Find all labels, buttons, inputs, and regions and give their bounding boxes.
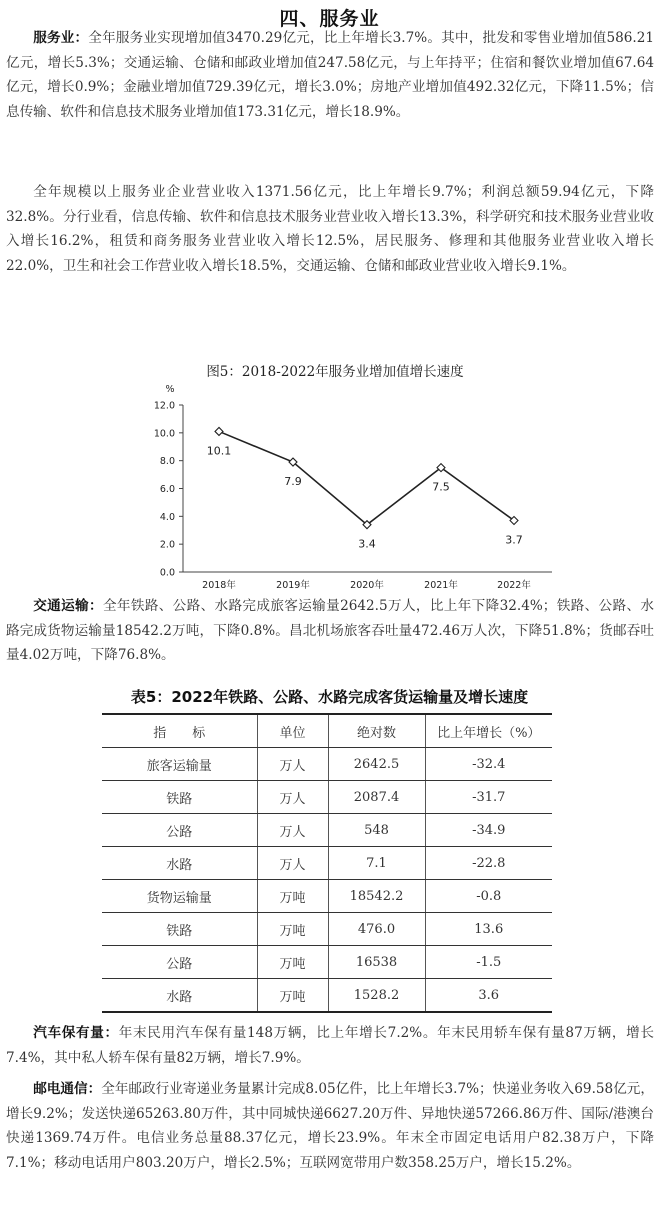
cell-unit: 万吨 <box>257 880 328 913</box>
cell-indicator: 水路 <box>102 847 257 880</box>
cell-absolute: 2642.5 <box>328 748 425 781</box>
cell-unit: 万人 <box>257 814 328 847</box>
y-tick-label: 6.0 <box>159 484 175 495</box>
cell-indicator: 旅客运输量 <box>102 748 257 781</box>
x-tick-label: 2022年 <box>497 580 531 591</box>
cell-indicator: 公路 <box>102 946 257 979</box>
cell-growth: 13.6 <box>425 913 552 946</box>
transport-paragraph <box>6 594 654 668</box>
cell-growth: -32.4 <box>425 748 552 781</box>
transport-volume-table <box>102 713 552 1013</box>
chart-title: 图5：2018-2022年服务业增加值增长速度 <box>206 364 464 380</box>
diamond-marker-icon <box>215 427 223 435</box>
cell-indicator: 铁路 <box>102 781 257 814</box>
x-tick-label: 2018年 <box>202 580 236 591</box>
cell-indicator: 水路 <box>102 979 257 1013</box>
cell-absolute: 476.0 <box>328 913 425 946</box>
cell-absolute: 548 <box>328 814 425 847</box>
table-row <box>102 913 552 946</box>
y-tick-label: 4.0 <box>159 511 175 523</box>
x-tick-label: 2021年 <box>424 580 458 591</box>
vehicles-label: 汽车保有量： <box>33 1025 119 1041</box>
cell-unit: 万人 <box>257 781 328 814</box>
header-indicator: 指 标 <box>102 714 257 748</box>
cell-growth: 3.6 <box>425 979 552 1013</box>
data-label: 7.5 <box>432 480 450 494</box>
cell-absolute: 16538 <box>328 946 425 979</box>
data-label: 7.9 <box>284 475 302 489</box>
cell-growth: -31.7 <box>425 781 552 814</box>
vehicles-paragraph <box>6 1021 654 1070</box>
y-tick-label: 10.0 <box>153 428 175 440</box>
table-row <box>102 814 552 847</box>
header-unit: 单位 <box>257 714 328 748</box>
header-absolute: 绝对数 <box>328 714 425 748</box>
cell-growth: -34.9 <box>425 814 552 847</box>
cell-unit: 万人 <box>257 847 328 880</box>
table-row <box>102 748 552 781</box>
post-telecom-paragraph <box>6 1077 654 1175</box>
chart-plot <box>100 350 570 600</box>
table-row <box>102 946 552 979</box>
cell-absolute: 7.1 <box>328 847 425 880</box>
enterprise-paragraph: 全年规模以上服务业企业营业收入1371.56亿元，比上年增长9.7%；利润总额59.94亿元，下降32.8%。分行业看，信息传输、软件和信息技术服务业营业收入增长13.3%，科学研究和技术服务业营业收入增长16.2%，租赁和商务服务业营业收入增长12.5%，居民服务、修理和其他服务业营业收入增长22.0%，卫生和社会工作营业收入增长18.5%，交通运输、仓储和邮政业营业收入增长9.1%。 <box>6 184 654 274</box>
transport-text: 全年铁路、公路、水路完成旅客运输量2642.5万人，比上年下降32.4%；铁路、公路、水路完成货物运输量18542.2万吨，下降0.8%。昌北机场旅客吞吐量472.46万人次，下降51.8%；货邮吞吐量4.02万吨，下降76.8%。 <box>6 598 655 663</box>
post-telecom-label: 邮电通信： <box>33 1081 102 1097</box>
cell-absolute: 18542.2 <box>328 880 425 913</box>
services-paragraph <box>6 26 654 124</box>
cell-unit: 万吨 <box>257 913 328 946</box>
y-axis-label: % <box>165 384 175 395</box>
transport-label: 交通运输： <box>33 598 103 614</box>
cell-unit: 万吨 <box>257 979 328 1013</box>
y-tick-label: 2.0 <box>159 539 175 551</box>
cell-growth: -1.5 <box>425 946 552 979</box>
cell-growth: -22.8 <box>425 847 552 880</box>
services-label: 服务业： <box>33 30 89 46</box>
cell-indicator: 公路 <box>102 814 257 847</box>
y-tick-label: 12.0 <box>153 400 175 412</box>
table-row <box>102 847 552 880</box>
vehicles-text: 年末民用汽车保有量148万辆，比上年增长7.2%。年末民用轿车保有量87万辆，增长7.4%，其中私人轿车保有量82万辆，增长7.9%。 <box>6 1025 655 1066</box>
cell-indicator: 货物运输量 <box>102 880 257 913</box>
table-title: 表5：2022年铁路、公路、水路完成客货运输量及增长速度 <box>130 688 529 706</box>
y-tick-label: 8.0 <box>159 456 175 468</box>
x-tick-label: 2020年 <box>350 580 384 591</box>
header-growth: 比上年增长（%） <box>425 714 552 748</box>
table-header-row <box>102 714 552 748</box>
cell-absolute: 1528.2 <box>328 979 425 1013</box>
post-telecom-text: 全年邮政行业寄递业务量累计完成8.05亿件，比上年增长3.7%；快递业务收入69.58亿元，增长9.2%；发送快递65263.80万件，其中同城快递6627.20万件、异地快递57266.86万件、国际/港澳台快递1369.74万件。电信业务总量88.37亿元，增长23.9%。年末全市固定电话用户82.38万户，下降7.1%；移动电话用户803.20万户，增长2.5%；互联网宽带用户数358.25万户，增长15.2%。 <box>6 1081 655 1171</box>
cell-absolute: 2087.4 <box>328 781 425 814</box>
services-text: 全年服务业实现增加值3470.29亿元，比上年增长3.7%。其中，批发和零售业增加值586.21亿元，增长5.3%；交通运输、仓储和邮政业增加值247.58亿元，与上年持平；住宿和餐饮业增加值67.64亿元，增长0.9%；金融业增加值729.39亿元，增长3.0%；房地产业增加值492.32亿元，下降11.5%；信息传输、软件和信息技术服务业增加值173.31亿元，增长18.9%。 <box>6 30 655 120</box>
cell-unit: 万人 <box>257 748 328 781</box>
data-label: 3.7 <box>505 533 523 547</box>
table-row <box>102 781 552 814</box>
growth-line <box>219 431 514 524</box>
cell-unit: 万吨 <box>257 946 328 979</box>
growth-line-chart <box>100 350 570 600</box>
data-label: 3.4 <box>358 537 376 551</box>
data-label: 10.1 <box>206 444 232 458</box>
x-tick-label: 2019年 <box>276 580 310 591</box>
table-row <box>102 880 552 913</box>
cell-indicator: 铁路 <box>102 913 257 946</box>
table-row <box>102 979 552 1013</box>
y-tick-label: 0.0 <box>159 567 175 579</box>
section-title: 四、服务业 <box>279 8 380 30</box>
cell-growth: -0.8 <box>425 880 552 913</box>
